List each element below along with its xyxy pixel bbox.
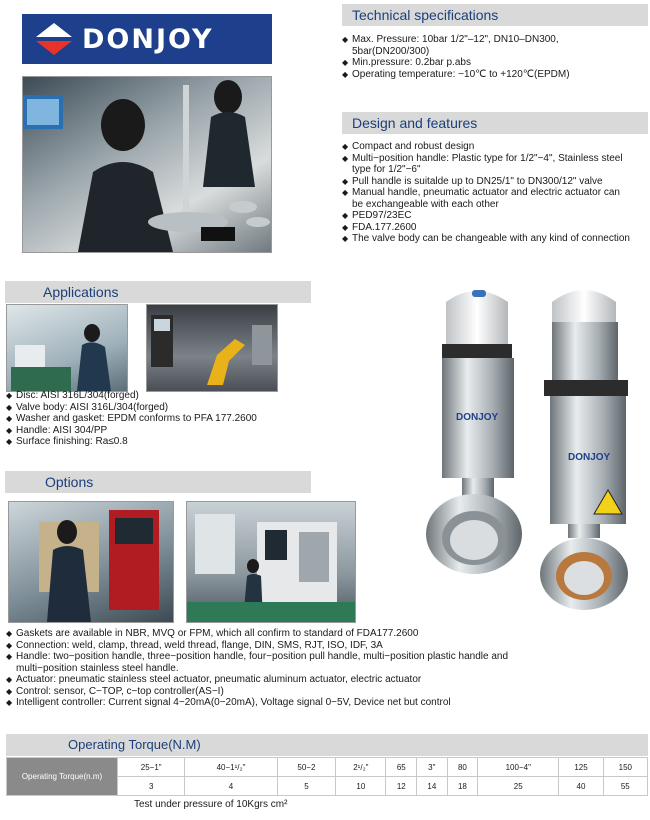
torque-table	[6, 757, 648, 796]
torque-size-cell: 125	[559, 758, 603, 777]
torque-size-cell: 3"	[417, 758, 448, 777]
torque-value-cell: 40	[559, 777, 603, 796]
list-item: ◆ FDA.177.2600	[342, 222, 647, 234]
list-item: ◆ Disc: AISI 316L/304(forged)	[6, 390, 306, 402]
butterfly-valves-product-image	[412, 284, 648, 614]
torque-value-cell: 14	[417, 777, 448, 796]
torque-value-cell: 25	[478, 777, 559, 796]
design-header	[342, 112, 648, 134]
torque-header	[6, 734, 648, 756]
lab-technician-photo	[6, 304, 128, 392]
torque-value-cell: 55	[603, 777, 647, 796]
robot-arm-photo	[146, 304, 278, 392]
tech-specs-title: Technical specifications	[352, 7, 499, 23]
torque-size-cell: 2¹/₂"	[336, 758, 386, 777]
design-title: Design and features	[352, 115, 478, 131]
list-item: ◆ Handle: AISI 304/PP	[6, 425, 306, 437]
list-item: ◆ Compact and robust design	[342, 141, 647, 153]
valve1-brand-label: DONJOY	[456, 412, 499, 423]
list-item: ◆ Control: sensor, C−TOP, c−top controller(AS−I)	[6, 686, 646, 698]
logo-text: DONJOY	[82, 23, 214, 55]
torque-note: Test under pressure of 10Kgrs cm²	[134, 799, 288, 810]
list-item: ◆ Valve body: AISI 316L/304(forged)	[6, 402, 306, 414]
torque-value-cell: 5	[277, 777, 336, 796]
torque-size-cell: 150	[603, 758, 647, 777]
list-item: ◆ Gaskets are available in NBR, MVQ or FPM, which all confirm to standard of FDA177.2600	[6, 628, 646, 640]
design-list	[342, 141, 647, 245]
list-item: ◆ Surface finishing: Ra≤0.8	[6, 436, 306, 448]
list-item: ◆ Handle: two−position handle, three−position handle, four−position pull handle, multi−position plastic handle and multi−position stainless steel handle.	[6, 651, 646, 674]
torque-size-cell: 25−1"	[118, 758, 185, 777]
torque-size-cell: 50−2	[277, 758, 336, 777]
tech-specs-header	[342, 4, 648, 26]
tech-specs-list	[342, 34, 642, 80]
valve2-brand-label: DONJOY	[568, 452, 611, 463]
list-item: ◆ Min.pressure: 0.2bar p.abs	[342, 57, 642, 69]
list-item: ◆ Manual handle, pneumatic actuator and electric actuator can be exchangeable with each other	[342, 187, 647, 210]
list-item: ◆ PED97/23EC	[342, 210, 647, 222]
applications-title: Applications	[43, 284, 119, 300]
torque-value-cell: 10	[336, 777, 386, 796]
list-item: ◆ Multi−position handle: Plastic type for 1/2"−4", Stainless steel type for 1/2"−6"	[342, 153, 647, 176]
list-item: ◆ Actuator: pneumatic stainless steel actuator, pneumatic aluminum actuator, electric actuator	[6, 674, 646, 686]
torque-title: Operating Torque(N.M)	[68, 737, 201, 752]
list-item: ◆ Operating temperature: −10℃ to +120℃(EPDM)	[342, 69, 642, 81]
brand-logo	[22, 14, 272, 64]
torque-value-cell: 3	[118, 777, 185, 796]
logo-mark-icon	[32, 19, 76, 59]
torque-size-cell: 80	[447, 758, 478, 777]
cnc-operator-photo	[8, 501, 174, 623]
list-item: ◆ Washer and gasket: EPDM conforms to PFA 177.2600	[6, 413, 306, 425]
list-item: ◆ Connection: weld, clamp, thread, weld thread, flange, DIN, SMS, RJT, ISO, IDF, 3A	[6, 640, 646, 652]
torque-size-cell: 40−1¹/₂"	[185, 758, 277, 777]
list-item: ◆ Max. Pressure: 10bar 1/2"–12", DN10–DN300, 5bar(DN200/300)	[342, 34, 642, 57]
torque-size-cell: 100−4"	[478, 758, 559, 777]
torque-value-cell: 12	[386, 777, 417, 796]
options-header	[5, 471, 311, 493]
list-item: ◆ Pull handle is suitalde up to DN25/1" to DN300/12" valve	[342, 176, 647, 188]
options-list	[6, 628, 646, 709]
applications-list	[6, 390, 306, 448]
list-item: ◆ The valve body can be changeable with any kind of connection	[342, 233, 647, 245]
torque-row-label: Operating Torque(n.m)	[7, 758, 118, 796]
machining-center-photo	[186, 501, 356, 623]
applications-header	[5, 281, 311, 303]
options-title: Options	[45, 474, 94, 490]
torque-size-row	[7, 758, 648, 777]
torque-value-cell: 18	[447, 777, 478, 796]
torque-value-cell: 4	[185, 777, 277, 796]
engineer-workstation-photo	[22, 76, 272, 253]
list-item: ◆ Intelligent controller: Current signal 4−20mA(0−20mA), Voltage signal 0−5V, Device net but control	[6, 697, 646, 709]
torque-size-cell: 65	[386, 758, 417, 777]
